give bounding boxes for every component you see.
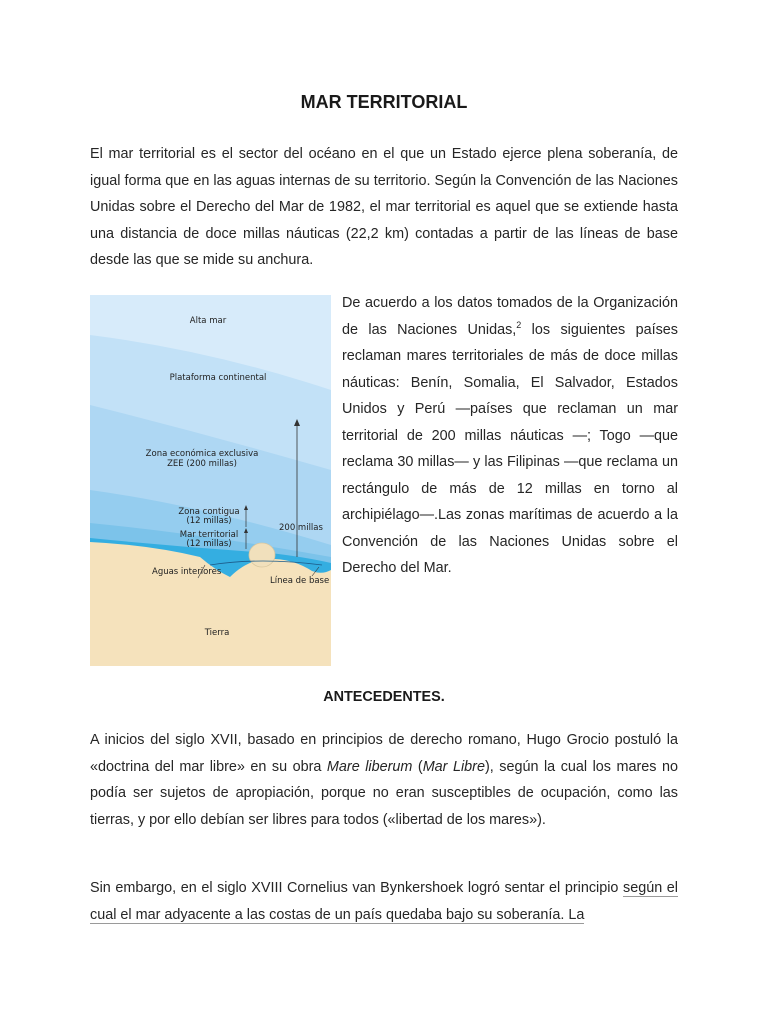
p3-italic-mar-libre: Mar Libre [422,758,485,775]
footnote-ref[interactable]: 2 [516,319,522,330]
p4-text-b: según el cual el mar adyacente a las costas de un país quedaba bajo su soberanía. La [90,880,678,923]
p4-text-a: Sin embargo, en el siglo XVIII Cornelius van Bynkershoek logró sentar el principio [90,880,623,896]
p3-text-c: ), según la cual los mares no podía ser sujetos de apropiación, porque no eran susceptibles de ocupación, como las tierras, y por ello debían ser libres para todos («libertad de los mares»). [90,758,678,828]
label-aguas-interiores: Aguas interiores [152,567,222,577]
maritime-zones-figure [90,295,331,666]
side-paragraph [342,290,678,582]
label-zee-line1: Zona económica exclusiva [145,449,259,459]
section-heading-antecedentes: ANTECEDENTES. [323,689,445,705]
maritime-zones-diagram [90,295,331,666]
side-text-a: De acuerdo a los datos tomados de la Organización de las Naciones Unidas, [342,295,678,338]
island [249,543,275,567]
label-plataforma: Plataforma continental [169,373,267,383]
label-territorial-line1: Mar territorial [179,530,239,540]
label-contigua-line2: (12 millas) [186,516,232,526]
label-alta-mar: Alta mar [189,316,227,326]
antecedentes-paragraph [90,727,678,833]
intro-paragraph: El mar territorial es el sector del océano en el que un Estado ejerce plena soberanía, de igual forma que en las aguas internas de su territorio. Según la Convención de las Naciones Unidas sobre el Derecho del Mar de 1982, el mar territorial es aquel que se extiende hasta una distancia de doce millas náuticas (22,2 km) contadas a partir de las líneas de base desde las que se mide su anchura. [90,146,678,268]
label-tierra: Tierra [204,628,230,638]
bynkershoek-paragraph [90,875,678,928]
page-title: MAR TERRITORIAL [300,92,468,112]
label-territorial-line2: (12 millas) [186,539,232,549]
label-zee-line2: ZEE (200 millas) [167,459,237,469]
p3-text-b: ( [412,758,423,775]
p3-italic-mare-liberum: Mare liberum [326,758,413,775]
label-200-millas: 200 millas [279,523,323,533]
label-linea-base: Línea de base [270,576,330,586]
label-contigua-line1: Zona contigua [178,507,240,517]
side-text-b: los siguientes países reclaman mares territoriales de más de doce millas náuticas: Benín, Somalia, El Salvador, Estados Unidos y Perú —países que reclaman un mar territorial de 200 millas náuticas —; Togo —que reclama 30 millas— y las Filipinas —que reclama un rectángulo de más de 12 millas en torno al archipiélago—.Las zonas marítimas de acuerdo a la Convención de las Naciones Unidas sobre el Derecho del Mar. [342,321,679,576]
p3-text-a: A inicios del siglo XVII, basado en principios de derecho romano, Hugo Grocio postuló la «doctrina del mar libre» en su obra [90,732,678,775]
